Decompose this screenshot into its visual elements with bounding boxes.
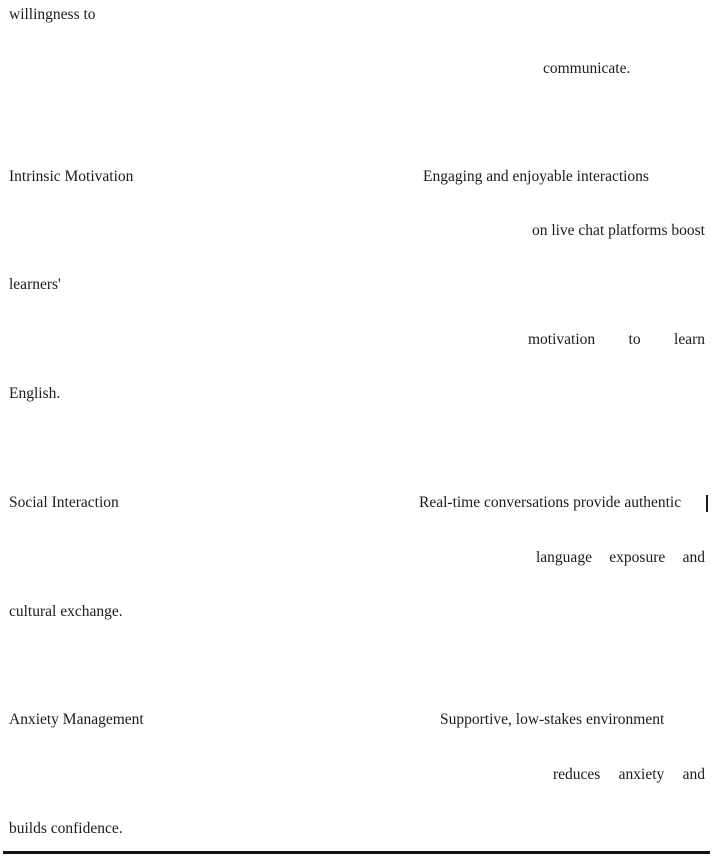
definition-line[interactable]: motivation to learn: [528, 331, 705, 348]
definition-line[interactable]: communicate.: [543, 60, 631, 77]
definition-line[interactable]: language exposure and: [536, 549, 705, 566]
definition-line[interactable]: learners': [9, 276, 61, 293]
definition-line[interactable]: willingness to: [9, 6, 96, 23]
definition-line[interactable]: reduces anxiety and: [553, 766, 705, 783]
table-term-social-interaction[interactable]: Social Interaction: [9, 494, 119, 511]
definition-line[interactable]: Real-time conversations provide authentic: [419, 494, 682, 511]
definition-line[interactable]: Supportive, low-stakes environment: [440, 711, 665, 728]
definition-line[interactable]: cultural exchange.: [9, 603, 123, 620]
definition-line[interactable]: builds confidence.: [9, 820, 123, 837]
definition-line[interactable]: English.: [9, 385, 61, 402]
table-bottom-rule: [3, 851, 710, 854]
text-caret: [706, 495, 708, 512]
table-term-anxiety-management[interactable]: Anxiety Management: [9, 711, 144, 728]
table-term-intrinsic-motivation[interactable]: Intrinsic Motivation: [9, 168, 134, 185]
definition-line[interactable]: Engaging and enjoyable interactions: [423, 168, 649, 185]
definition-line[interactable]: on live chat platforms boost: [531, 222, 705, 239]
